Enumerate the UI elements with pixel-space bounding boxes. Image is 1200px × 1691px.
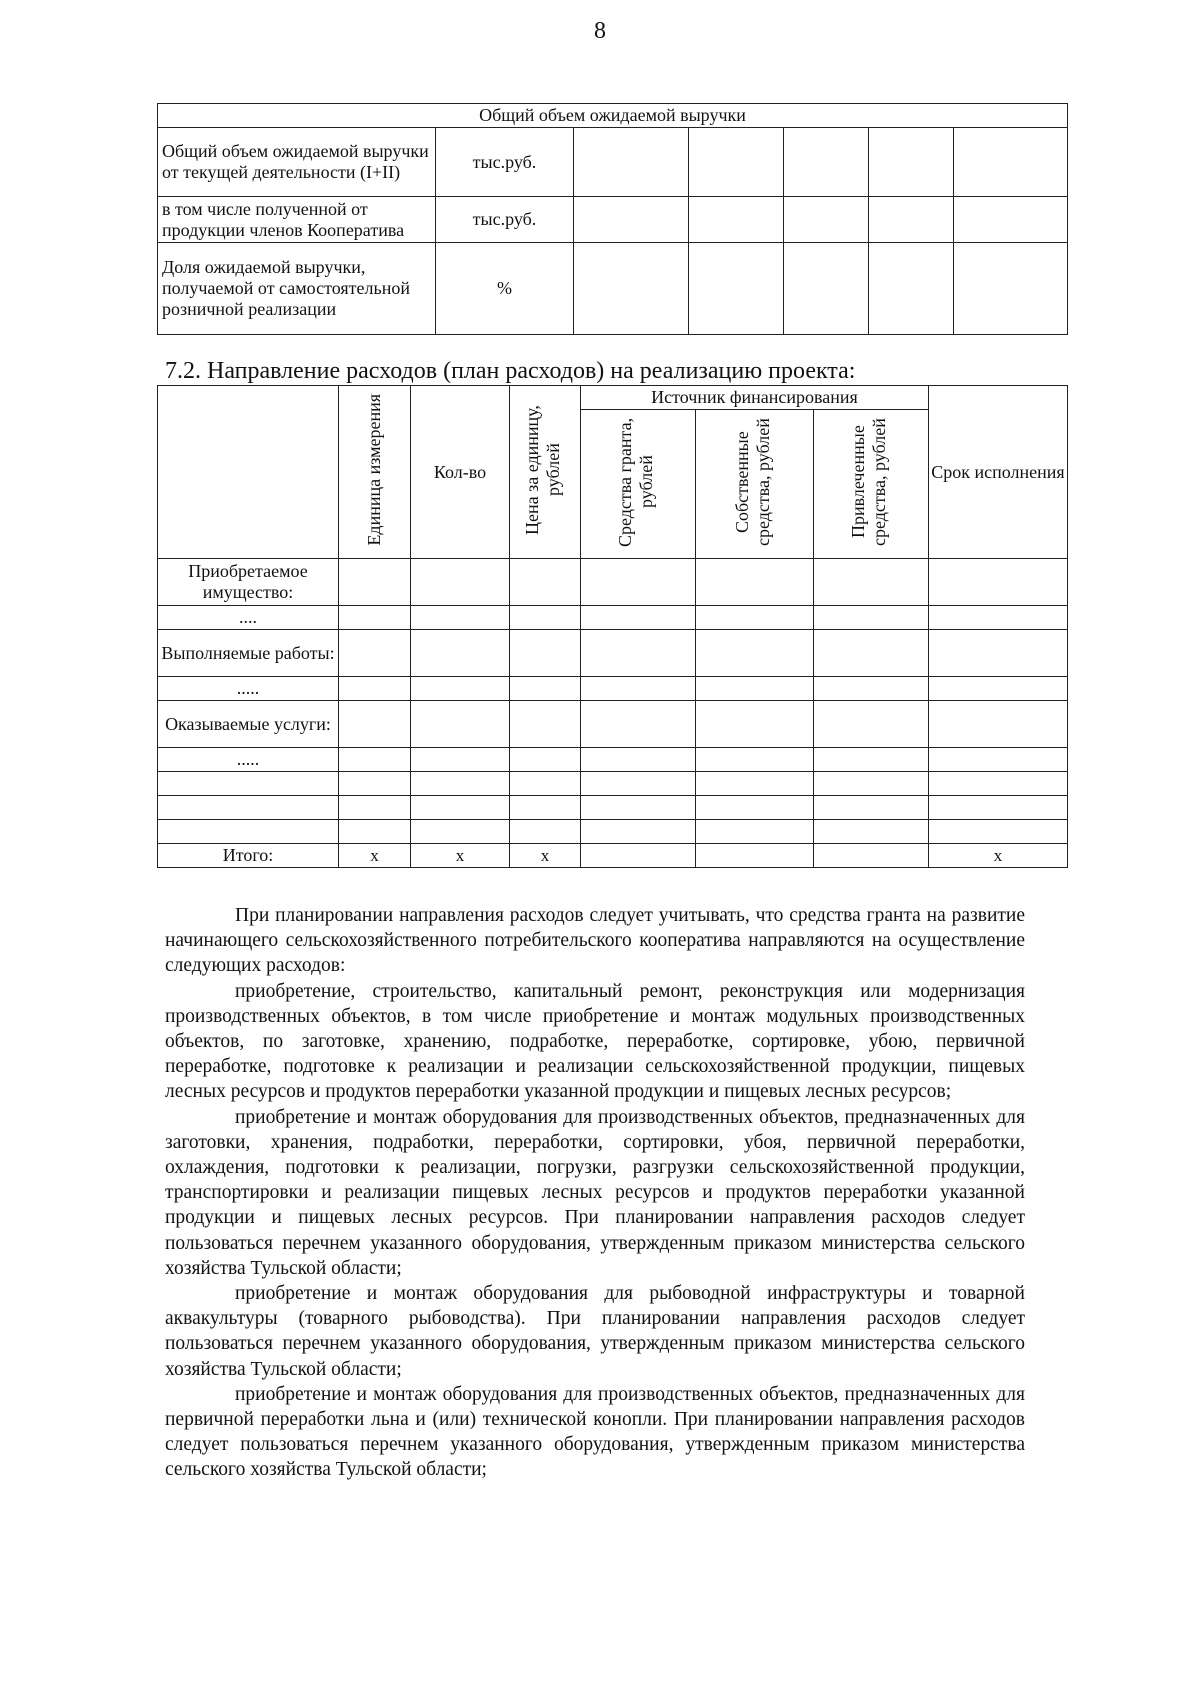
table-row	[158, 772, 1068, 796]
table-row	[158, 128, 1068, 197]
table-row	[158, 197, 1068, 243]
grant-header: Средства гранта, рублей	[581, 410, 696, 559]
table-row	[158, 796, 1068, 820]
row-label	[158, 796, 339, 820]
row-label: .....	[158, 748, 339, 772]
total-mark: x	[510, 844, 581, 868]
row-label: Выполняемые работы:	[158, 630, 339, 677]
qty-header: Кол-во	[411, 386, 510, 559]
term-header: Срок исполнения	[929, 386, 1068, 559]
table-row	[158, 677, 1068, 701]
value-cell	[784, 243, 869, 335]
value-cell	[689, 243, 784, 335]
value-cell	[869, 243, 954, 335]
page-number: 8	[594, 18, 606, 44]
row-label: Общий объем ожидаемой выручки от текущей деятельности (I+II)	[158, 128, 436, 197]
value-cell	[574, 243, 689, 335]
paragraph: При планировании направления расходов следует учитывать, что средства гранта на развитие начинающего сельскохозяйственного потребительского кооператива направляются на осуществление следующих расходов:	[165, 905, 1025, 977]
value-cell	[954, 128, 1068, 197]
total-label: Итого:	[158, 844, 339, 868]
own-funds-header: Собственные средства, рублей	[696, 410, 814, 559]
value-cell	[869, 197, 954, 243]
value-cell	[574, 128, 689, 197]
row-label	[158, 772, 339, 796]
value-cell	[574, 197, 689, 243]
total-mark: x	[411, 844, 510, 868]
row-label: ....	[158, 606, 339, 630]
value-cell	[954, 243, 1068, 335]
funding-source-header: Источник финансирования	[581, 386, 929, 410]
revenue-table-header: Общий объем ожидаемой выручки	[158, 104, 1068, 128]
row-label-header	[158, 386, 339, 559]
value-cell	[954, 197, 1068, 243]
total-mark: x	[339, 844, 411, 868]
table-row	[158, 820, 1068, 844]
table-row	[158, 243, 1068, 335]
table-row	[158, 630, 1068, 677]
unit-header: Единица измерения	[339, 386, 411, 559]
paragraph: приобретение, строительство, капитальный ремонт, реконструкция или модернизация производственных объектов, в том числе приобретение и монтаж модульных производственных объектов, по заготовке, хранению, подработке, переработке, сортировке, убою, первичной переработке, подготовке к реализации и реализации сельскохозяйственной продукции, пищевых лесных ресурсов и продуктов переработки указанной продукции и пищевых лесных ресурсов;	[165, 980, 1025, 1103]
row-label: Оказываемые услуги:	[158, 701, 339, 748]
section-title: 7.2. Направление расходов (план расходов) на реализацию проекта:	[165, 358, 856, 384]
paragraph: приобретение и монтаж оборудования для рыбоводной инфраструктуры и товарной аквакультуры (товарного рыбоводства). При планировании направления расходов следует пользоваться перечнем указанного оборудования, утвержденным приказом министерства сельского хозяйства Тульской области;	[165, 1283, 1025, 1380]
price-header: Цена за единицу, рублей	[510, 386, 581, 559]
row-label: .....	[158, 677, 339, 701]
paragraph: приобретение и монтаж оборудования для производственных объектов, предназначенных для первичной переработки льна и (или) технической конопли. При планировании направления расходов следует пользоваться перечнем указанного оборудования, утвержденным приказом министерства сельского хозяйства Тульской области;	[165, 1383, 1025, 1481]
row-unit: %	[436, 243, 574, 335]
attracted-funds-header: Привлеченные средства, рублей	[814, 410, 929, 559]
total-mark: x	[929, 844, 1068, 868]
row-label: Доля ожидаемой выручки, получаемой от самостоятельной розничной реализации	[158, 243, 436, 335]
row-label: в том числе полученной от продукции членов Кооператива	[158, 197, 436, 243]
expense-table	[157, 385, 1068, 868]
value-cell	[784, 197, 869, 243]
body-text	[165, 903, 1025, 1483]
value-cell	[869, 128, 954, 197]
value-cell	[689, 197, 784, 243]
value-cell	[784, 128, 869, 197]
table-row	[158, 748, 1068, 772]
row-unit: тыс.руб.	[436, 197, 574, 243]
revenue-table	[157, 103, 1068, 335]
table-row	[158, 559, 1068, 606]
row-label: Приобретаемое имущество:	[158, 559, 339, 606]
paragraph: приобретение и монтаж оборудования для производственных объектов, предназначенных для заготовки, хранения, подработки, переработки, сортировки, убоя, первичной переработки, охлаждения, подготовки к реализации, погрузки, разгрузки сельскохозяйственной продукции, транспортировки и реализации пищевых лесных ресурсов и продуктов переработки указанной продукции и пищевых лесных ресурсов. При планировании направления расходов следует пользоваться перечнем указанного оборудования, утвержденным приказом министерства сельского хозяйства Тульской области;	[165, 1106, 1025, 1279]
table-row	[158, 606, 1068, 630]
row-unit: тыс.руб.	[436, 128, 574, 197]
total-row	[158, 844, 1068, 868]
row-label	[158, 820, 339, 844]
table-row	[158, 701, 1068, 748]
value-cell	[689, 128, 784, 197]
